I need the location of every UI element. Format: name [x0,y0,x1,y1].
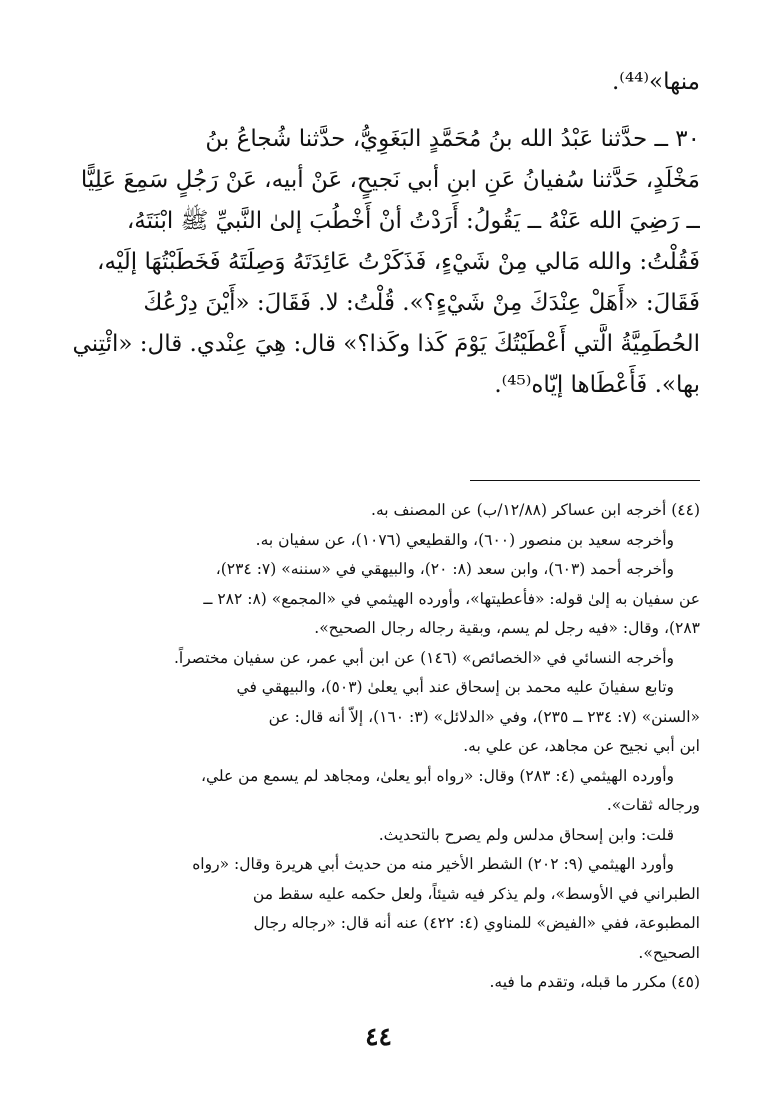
footnote-line: ابن أبي نجيح عن مجاهد، عن علي به. [463,737,700,755]
footnote-line: عن سفيان به إلىٰ قوله: «فأعطيتها»، وأورده الهيثمي في «المجمع» (٨: ٢٨٢ ــ [203,589,700,608]
footnote-line: (٤٤) أخرجه ابن عساكر (١٢/٨٨/ب) عن المصنف به. [371,501,700,519]
text-line: فَقَالَ: «أَهَلْ عِنْدَكَ مِنْ شَيْءٍ؟». قُلْتُ: لا. فَقَالَ: «أَيْنَ دِرْعُكَ [143,290,700,316]
text-line: الحُطَمِيَّةُ الَّتي أَعْطَيْتُكَ يَوْمَ كَذا وكَذا؟» قال: هِيَ عِنْدي. قال: «ائْتِني [72,331,700,357]
footnote-divider [470,480,700,481]
footnote-line: «السنن» (٧: ٢٣٤ ــ ٢٣٥)، وفي «الدلائل» (٣: ١٦٠)، إلاّ أنه قال: عن [268,707,700,726]
footnote-line: المطبوعة، ففي «الفيض» للمناوي (٤: ٤٢٢) عنه أنه قال: «رجاله رجال [253,914,700,932]
footnote-line: ٢٨٣)، وقال: «فيه رجل لم يسم، وبقية رجاله رجال الصحيح». [314,619,700,637]
text-line: منها»⁽⁴⁴⁾. [611,69,700,95]
text-line: ــ رَضِيَ الله عَنْهُ ــ يَقُولُ: أَرَدْتُ أنْ أَخْطُبَ إلىٰ النَّبيِّ ﷺ ابْنَتَهُ، [126,208,700,234]
footnotes [60,496,700,998]
footnote-line: الطبراني في الأوسط»، ولم يذكر فيه شيئاً، ولعل حكمه عليه سقط من [252,884,700,903]
text-line: بها». فَأَعْطَاها إيّاه⁽⁴⁵⁾. [494,372,700,398]
text-line: ٣٠ ــ حدَّثنا عَبْدُ الله بنُ مُحَمَّدٍ البَغَوِيُّ، حدَّثنا شُجاعُ بنُ [205,126,700,152]
footnote-line: وأخرجه سعيد بن منصور (٦٠٠)، والقطيعي (١٠٧٦)، عن سفيان به. [255,530,674,549]
footnote-line: قلت: وابن إسحاق مدلس ولم يصرح بالتحديث. [378,825,674,844]
footnote-line: ورجاله ثقات». [606,796,700,814]
footnote-line: وأورده الهيثمي (٤: ٢٨٣) وقال: «رواه أبو يعلىٰ، ومجاهد لم يسمع من علي، [200,766,674,785]
text-line: فَقُلْتُ: والله مَالي مِنْ شَيْءٍ، فَذَكَرْتُ عَائِدَتَهُ وَصِلَتَهُ فَخَطَبْتُهَا إلَيْه، [97,249,700,275]
footnote-line: (٤٥) مكرر ما قبله، وتقدم ما فيه. [489,973,700,991]
footnote-line: الصحيح». [638,943,700,962]
book-page [60,62,700,991]
footnote-line: وأخرجه أحمد (٦٠٣)، وابن سعد (٨: ٢٠)، والبيهقي في «سننه» (٧: ٢٣٤)، [215,560,674,578]
main-text [60,62,700,406]
footnote-line: وأخرجه النسائي في «الخصائص» (١٤٦) عن ابن أبي عمر، عن سفيان مختصراً. [173,648,674,667]
text-line: مَخْلَدٍ، حَدَّثنا سُفيانُ عَنِ ابنِ أبي نَجيحٍ، عَنْ أبيه، عَنْ رَجُلٍ سَمِعَ عَلِيًّا [80,167,700,193]
page-number: ٤٤ [365,1022,392,1051]
footnote-line: وأورد الهيثمي (٩: ٢٠٢) الشطر الأخير منه من حديث أبي هريرة وقال: «رواه [192,855,674,873]
footnote-line: وتابع سفيانَ عليه محمد بن إسحاق عند أبي يعلىٰ (٥٠٣)، والبيهقي في [236,678,674,696]
